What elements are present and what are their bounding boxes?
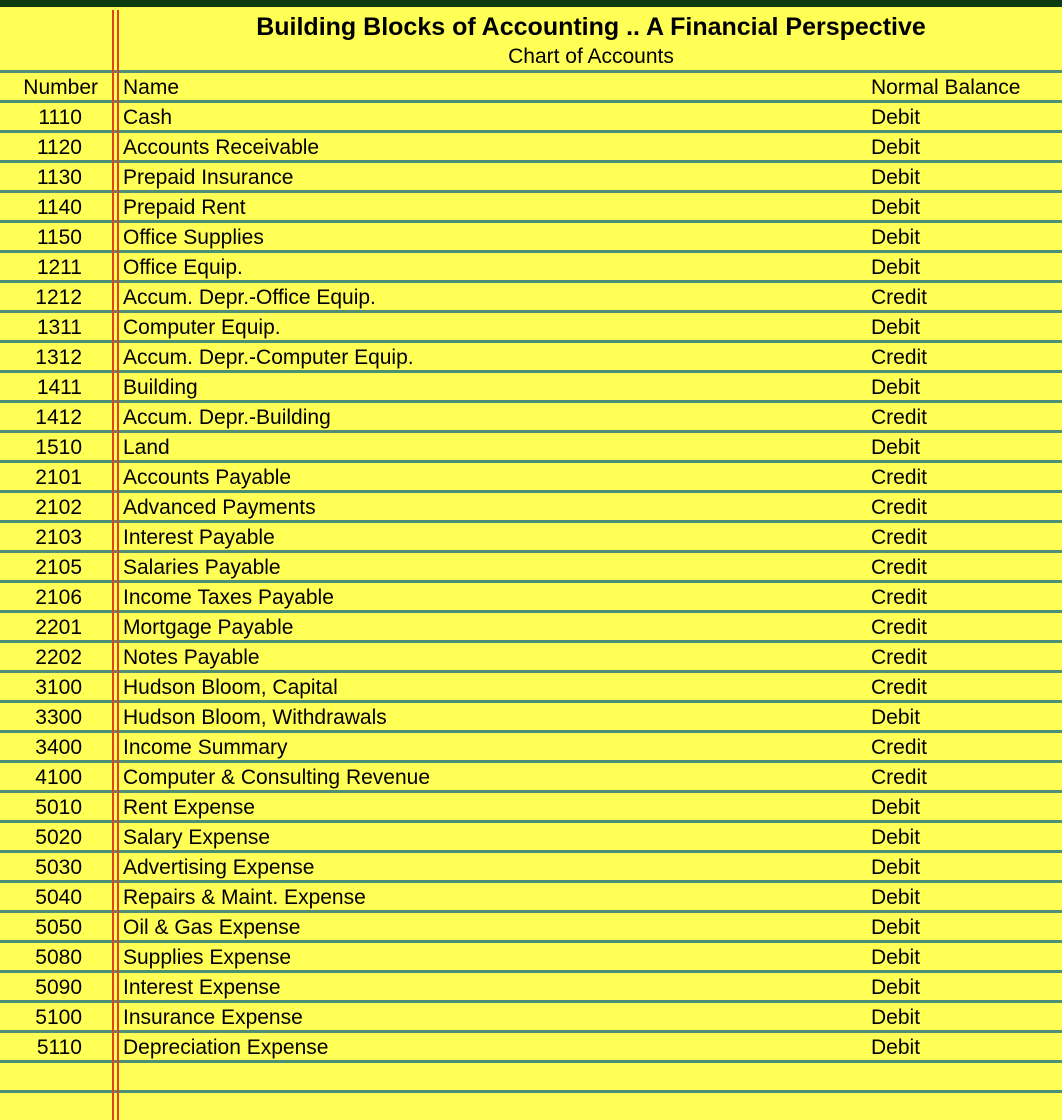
account-number-cell[interactable]: 2106: [35, 586, 82, 609]
normal-balance-cell[interactable]: Debit: [871, 886, 921, 909]
account-number-cell[interactable]: 5030: [35, 856, 82, 879]
account-number-cell[interactable]: 5020: [35, 826, 82, 849]
account-name-cell[interactable]: Salary Expense: [123, 826, 271, 849]
column-divider-right: [117, 10, 119, 1120]
account-name-cell[interactable]: Supplies Expense: [123, 946, 292, 969]
account-name-cell[interactable]: Insurance Expense: [123, 1006, 303, 1029]
table-row: [0, 344, 1062, 371]
account-number-cell[interactable]: 5110: [36, 1036, 82, 1059]
table-row: [0, 524, 1062, 551]
account-name-cell[interactable]: Repairs & Maint. Expense: [123, 886, 366, 909]
account-number-cell[interactable]: 2103: [35, 526, 82, 549]
normal-balance-cell[interactable]: Debit: [871, 196, 921, 219]
account-number-cell[interactable]: 1110: [38, 106, 82, 129]
account-name-cell[interactable]: Hudson Bloom, Capital: [123, 676, 338, 699]
table-row: [0, 584, 1062, 611]
header-number[interactable]: Number: [23, 76, 98, 99]
table-row: [0, 254, 1062, 281]
table-row: [0, 944, 1062, 971]
normal-balance-cell[interactable]: Debit: [871, 316, 921, 339]
table-row: [0, 824, 1062, 851]
account-name-cell[interactable]: Mortgage Payable: [123, 616, 294, 639]
normal-balance-cell[interactable]: Credit: [871, 286, 928, 309]
normal-balance-cell[interactable]: Credit: [871, 466, 928, 489]
table-row: [0, 884, 1062, 911]
normal-balance-cell[interactable]: Debit: [871, 856, 921, 879]
normal-balance-cell[interactable]: Credit: [871, 346, 928, 369]
table-row: [0, 314, 1062, 341]
normal-balance-cell[interactable]: Credit: [871, 616, 928, 639]
table-row: [0, 1034, 1062, 1061]
account-name-cell[interactable]: Office Equip.: [123, 256, 243, 279]
account-name-cell[interactable]: Accum. Depr.-Computer Equip.: [123, 346, 414, 369]
account-number-cell[interactable]: 3400: [35, 736, 82, 759]
normal-balance-cell[interactable]: Debit: [871, 796, 921, 819]
table-row: [0, 404, 1062, 431]
account-name-cell[interactable]: Hudson Bloom, Withdrawals: [123, 706, 387, 729]
normal-balance-cell[interactable]: Credit: [871, 556, 928, 579]
table-row: [0, 554, 1062, 581]
table-row: [0, 614, 1062, 641]
account-number-cell[interactable]: 5080: [35, 946, 82, 969]
account-number-cell[interactable]: 5090: [35, 976, 82, 999]
account-number-cell[interactable]: 4100: [35, 766, 82, 789]
account-number-cell[interactable]: 3100: [35, 676, 82, 699]
normal-balance-cell[interactable]: Credit: [871, 736, 928, 759]
table-row: [0, 794, 1062, 821]
account-number-cell[interactable]: 2202: [35, 646, 82, 669]
table-row: [0, 464, 1062, 491]
account-number-cell[interactable]: 2105: [35, 556, 82, 579]
account-number-cell[interactable]: 1140: [36, 196, 82, 219]
normal-balance-cell[interactable]: Debit: [871, 916, 921, 939]
table-row: [0, 194, 1062, 221]
account-number-cell[interactable]: 1120: [36, 136, 82, 159]
account-number-cell[interactable]: 1130: [36, 166, 82, 189]
table-row: [0, 284, 1062, 311]
account-number-cell[interactable]: 5040: [35, 886, 82, 909]
account-name-cell[interactable]: Office Supplies: [123, 226, 264, 249]
table-row: [0, 914, 1062, 941]
account-name-cell[interactable]: Notes Payable: [123, 646, 260, 669]
normal-balance-cell[interactable]: Debit: [871, 136, 921, 159]
normal-balance-cell[interactable]: Credit: [871, 646, 928, 669]
account-name-cell[interactable]: Computer Equip.: [123, 316, 281, 339]
normal-balance-cell[interactable]: Debit: [871, 946, 921, 969]
table-row: [0, 164, 1062, 191]
table-row: [0, 104, 1062, 131]
account-name-cell[interactable]: Advanced Payments: [123, 496, 316, 519]
account-number-cell[interactable]: 1411: [36, 376, 82, 399]
normal-balance-cell[interactable]: Credit: [871, 496, 928, 519]
account-name-cell[interactable]: Prepaid Insurance: [123, 166, 294, 189]
gridline: [0, 70, 1062, 73]
account-name-cell[interactable]: Depreciation Expense: [123, 1036, 329, 1059]
gridline: [0, 1090, 1062, 1093]
sheet-title[interactable]: Building Blocks of Accounting .. A Financial Perspective: [256, 13, 926, 41]
normal-balance-cell[interactable]: Credit: [871, 586, 928, 609]
account-number-cell[interactable]: 5010: [35, 796, 82, 819]
normal-balance-cell[interactable]: Debit: [871, 826, 921, 849]
sheet-top-border: [0, 0, 1062, 7]
account-name-cell[interactable]: Land: [123, 436, 170, 459]
account-name-cell[interactable]: Prepaid Rent: [123, 196, 246, 219]
normal-balance-cell[interactable]: Credit: [871, 526, 928, 549]
account-number-cell[interactable]: 1412: [35, 406, 82, 429]
table-row: [0, 854, 1062, 881]
account-number-cell[interactable]: 1312: [35, 346, 82, 369]
account-name-cell[interactable]: Advertising Expense: [123, 856, 315, 879]
account-name-cell[interactable]: Computer & Consulting Revenue: [123, 766, 431, 789]
account-number-cell[interactable]: 1150: [36, 226, 82, 249]
account-name-cell[interactable]: Accounts Payable: [123, 466, 292, 489]
account-name-cell[interactable]: Accounts Receivable: [123, 136, 320, 159]
table-row: [0, 224, 1062, 251]
normal-balance-cell[interactable]: Debit: [871, 106, 921, 129]
header-name[interactable]: Name: [123, 76, 180, 99]
table-row: [0, 494, 1062, 521]
account-name-cell[interactable]: Building: [123, 376, 198, 399]
account-name-cell[interactable]: Rent Expense: [123, 796, 255, 819]
account-number-cell[interactable]: 1212: [35, 286, 82, 309]
account-name-cell[interactable]: Income Taxes Payable: [123, 586, 334, 609]
table-row: [0, 1004, 1062, 1031]
account-name-cell[interactable]: Accum. Depr.-Building: [123, 406, 331, 429]
header-normal-balance[interactable]: Normal Balance: [871, 76, 1021, 99]
normal-balance-cell[interactable]: Credit: [871, 766, 928, 789]
account-number-cell[interactable]: 5100: [35, 1006, 82, 1029]
header-row: [0, 74, 1062, 101]
table-row: [0, 134, 1062, 161]
table-row: [0, 974, 1062, 1001]
account-number-cell[interactable]: 2101: [35, 466, 82, 489]
table-row: [0, 644, 1062, 671]
account-number-cell[interactable]: 1510: [35, 436, 82, 459]
account-number-cell[interactable]: 2102: [35, 496, 82, 519]
normal-balance-cell[interactable]: Debit: [871, 976, 921, 999]
account-name-cell[interactable]: Interest Payable: [123, 526, 275, 549]
table-row: [0, 374, 1062, 401]
normal-balance-cell[interactable]: Debit: [871, 1006, 921, 1029]
table-row: [0, 704, 1062, 731]
normal-balance-cell[interactable]: Debit: [871, 1036, 921, 1059]
sheet-subtitle[interactable]: Chart of Accounts: [508, 45, 674, 68]
normal-balance-cell[interactable]: Debit: [871, 376, 921, 399]
table-row: [0, 674, 1062, 701]
table-row: [0, 734, 1062, 761]
account-name-cell[interactable]: Oil & Gas Expense: [123, 916, 301, 939]
account-number-cell[interactable]: 1211: [36, 256, 82, 279]
table-row: [0, 434, 1062, 461]
normal-balance-cell[interactable]: Debit: [871, 706, 921, 729]
account-number-cell[interactable]: 5050: [35, 916, 82, 939]
normal-balance-cell[interactable]: Debit: [871, 256, 921, 279]
account-number-cell[interactable]: 1311: [36, 316, 82, 339]
normal-balance-cell[interactable]: Debit: [871, 436, 921, 459]
account-number-cell[interactable]: 3300: [35, 706, 82, 729]
column-divider-left: [112, 10, 114, 1120]
normal-balance-cell[interactable]: Debit: [871, 226, 921, 249]
normal-balance-cell[interactable]: Credit: [871, 676, 928, 699]
account-name-cell[interactable]: Interest Expense: [123, 976, 281, 999]
normal-balance-cell[interactable]: Credit: [871, 406, 928, 429]
account-name-cell[interactable]: Income Summary: [123, 736, 288, 759]
account-name-cell[interactable]: Salaries Payable: [123, 556, 281, 579]
normal-balance-cell[interactable]: Debit: [871, 166, 921, 189]
account-number-cell[interactable]: 2201: [35, 616, 82, 639]
account-name-cell[interactable]: Accum. Depr.-Office Equip.: [123, 286, 376, 309]
account-name-cell[interactable]: Cash: [123, 106, 173, 129]
table-row: [0, 764, 1062, 791]
